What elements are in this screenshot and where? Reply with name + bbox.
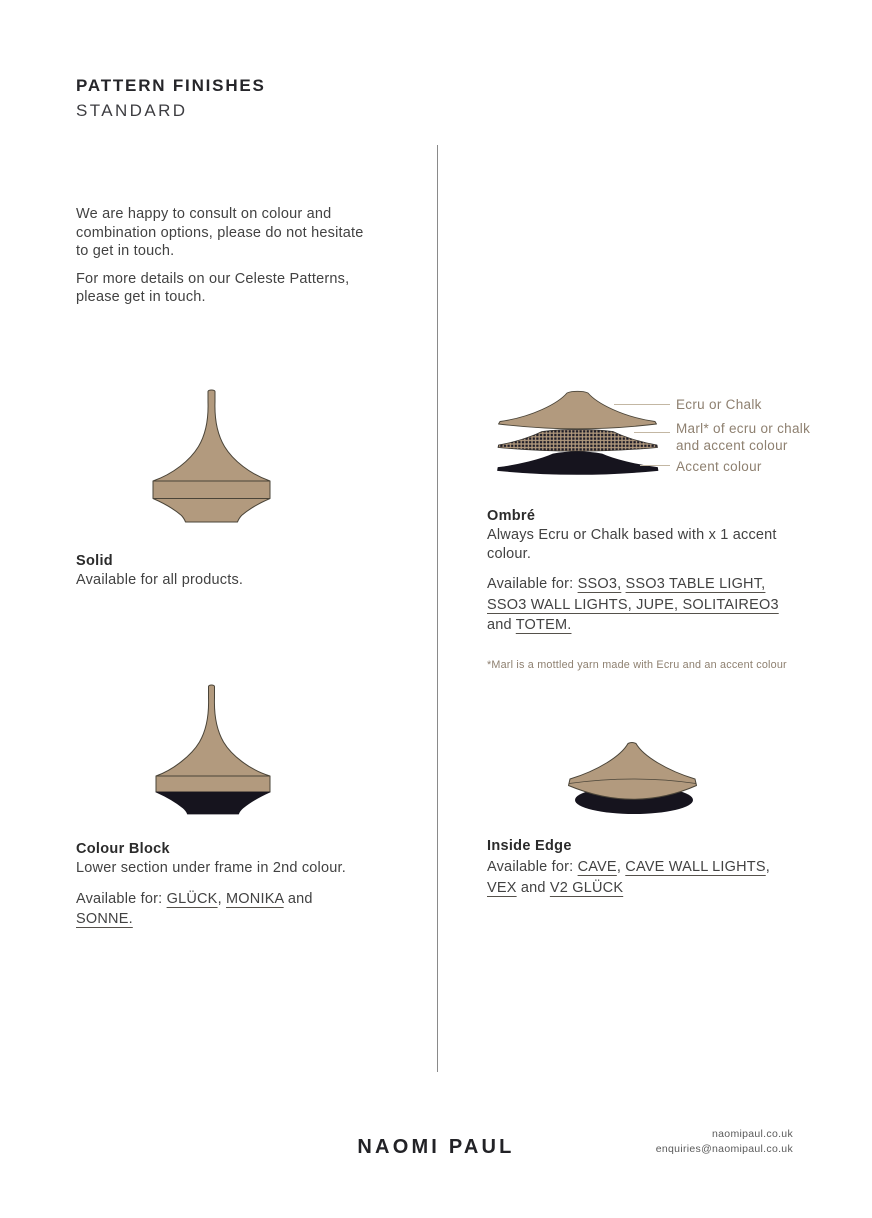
solid-description: Available for all products. bbox=[76, 572, 244, 588]
inside-edge-section-text bbox=[487, 837, 807, 898]
text-run: , bbox=[217, 890, 227, 907]
page-subtitle: STANDARD bbox=[76, 101, 188, 120]
colour-block-description: Lower section under frame in 2nd colour. bbox=[76, 860, 346, 876]
text-run: Available for: bbox=[487, 859, 578, 875]
solid-section-text bbox=[76, 552, 243, 590]
colour-block-section-text bbox=[76, 840, 406, 930]
text-run: , bbox=[765, 859, 770, 875]
solid-lamp-illustration bbox=[151, 388, 272, 524]
text-run: Available for: bbox=[76, 890, 167, 907]
colour-block-lamp-illustration bbox=[154, 683, 272, 816]
colour-block-heading: Colour Block bbox=[76, 841, 170, 857]
ombre-section-text bbox=[487, 507, 792, 636]
colour-block-available-for bbox=[76, 889, 406, 930]
product-link[interactable]: MONIKA bbox=[226, 890, 284, 907]
text-run: and bbox=[487, 617, 516, 634]
product-link[interactable]: SSO3, bbox=[577, 576, 622, 593]
inside-edge-heading: Inside Edge bbox=[487, 838, 572, 854]
solid-heading: Solid bbox=[76, 553, 113, 569]
ombre-layers-illustration bbox=[496, 390, 660, 476]
intro-text bbox=[76, 205, 386, 316]
lamp-shade bbox=[569, 743, 697, 800]
page-title: PATTERN FINISHES bbox=[76, 76, 266, 95]
annotation-line-accent bbox=[640, 465, 670, 466]
annotation-ecru-or-chalk: Ecru or Chalk bbox=[676, 397, 762, 412]
product-link[interactable]: SSO3 TABLE LIGHT, bbox=[625, 576, 766, 593]
text-line: please get in touch. bbox=[76, 289, 206, 306]
lamp-lower-accent-section bbox=[156, 792, 270, 814]
ombre-heading: Ombré bbox=[487, 508, 536, 524]
text-line: For more details on our Celeste Patterns, bbox=[76, 270, 350, 287]
text-run: , bbox=[616, 859, 626, 875]
annotation-line-ecru bbox=[614, 404, 670, 405]
product-link[interactable]: SONNE. bbox=[76, 911, 133, 928]
product-link[interactable]: CAVE bbox=[577, 859, 617, 875]
text-run: and bbox=[516, 879, 550, 896]
brand-logo: NAOMI PAUL bbox=[357, 1136, 515, 1158]
ombre-layer-accent bbox=[498, 452, 659, 475]
annotation-accent-colour: Accent colour bbox=[676, 459, 762, 474]
column-divider bbox=[437, 145, 438, 1072]
text-line: Always Ecru or Chalk based with x 1 accent bbox=[487, 527, 777, 543]
page-title-block bbox=[76, 76, 266, 121]
text-line: We are happy to consult on colour and bbox=[76, 206, 332, 222]
lamp-body bbox=[153, 390, 270, 522]
footer-email-link[interactable]: enquiries@naomipaul.co.uk bbox=[655, 1143, 793, 1155]
text-run: Available for: bbox=[487, 576, 578, 593]
ombre-available-for bbox=[487, 574, 792, 636]
text-line: colour. bbox=[487, 545, 532, 562]
ombre-description bbox=[487, 526, 792, 563]
inside-edge-lamp-illustration bbox=[565, 741, 700, 816]
product-link[interactable]: CAVE WALL LIGHTS bbox=[625, 859, 766, 875]
intro-paragraph-2 bbox=[76, 270, 386, 307]
ombre-layer-ecru bbox=[499, 391, 657, 429]
inside-edge-available-for bbox=[487, 857, 807, 898]
product-link[interactable]: V2 GLÜCK bbox=[549, 879, 624, 896]
footer-contact bbox=[656, 1127, 793, 1157]
text-line: combination options, please do not hesitate bbox=[76, 224, 364, 241]
annotation-line-marl bbox=[634, 432, 670, 433]
annotation-marl: Marl* of ecru or chalk and accent colour bbox=[676, 421, 811, 453]
text-run: and bbox=[283, 890, 313, 907]
intro-paragraph-1 bbox=[76, 205, 386, 261]
product-link[interactable]: TOTEM. bbox=[515, 617, 572, 634]
text-line: to get in touch. bbox=[76, 243, 175, 260]
product-link[interactable]: GLÜCK bbox=[166, 890, 218, 907]
marl-footnote: *Marl is a mottled yarn made with Ecru and an accent colour bbox=[487, 659, 787, 671]
product-link[interactable]: SSO3 WALL LIGHTS, JUPE, SOLITAIREO3 bbox=[487, 596, 779, 613]
footer-website-link[interactable]: naomipaul.co.uk bbox=[712, 1128, 793, 1140]
product-link[interactable]: VEX bbox=[487, 879, 517, 896]
